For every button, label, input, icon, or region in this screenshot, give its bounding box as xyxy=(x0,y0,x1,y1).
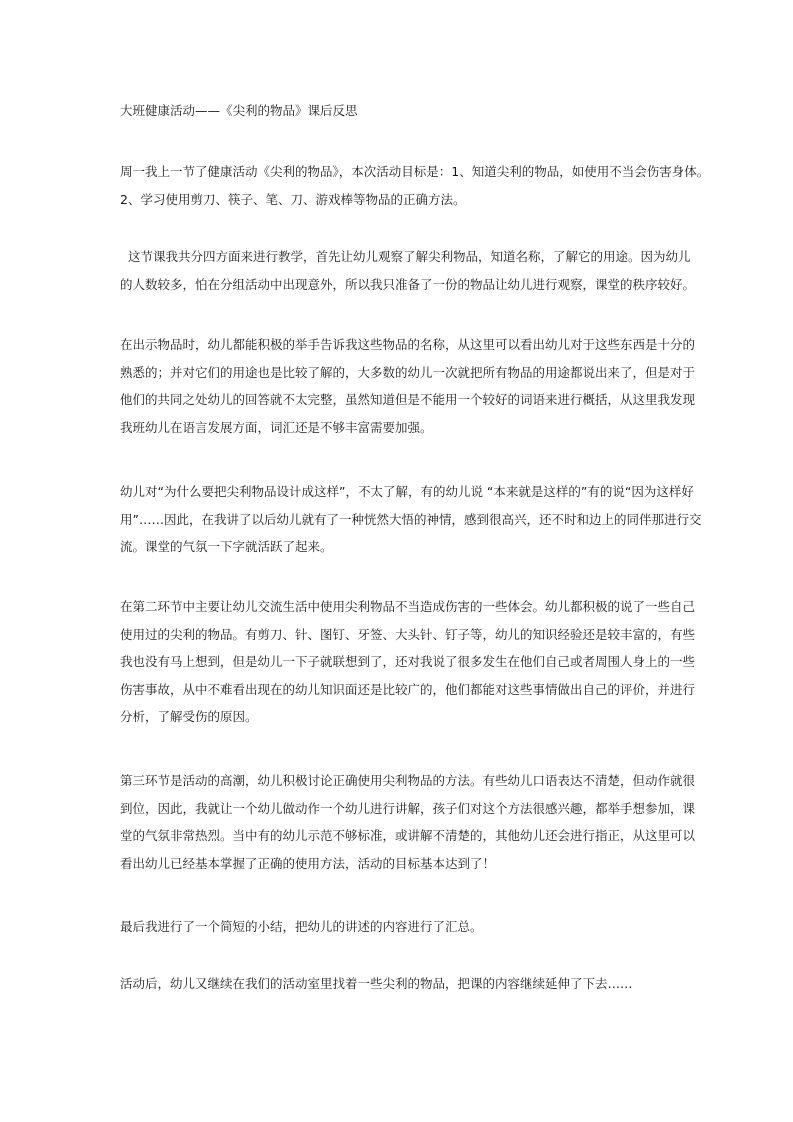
text-line: 他们的共同之处幼儿的回答就不太完整，虽然知道但是不能用一个较好的词语来进行概括，从这里我发现 xyxy=(120,392,696,407)
text-line: 我班幼儿在语言发展方面，词汇还是不够丰富需要加强。 xyxy=(120,419,433,435)
text-line: 堂的气氛非常热烈。当中有的幼儿示范不够标准，或讲解不清楚的，其他幼儿还会进行指正，从这里可以 xyxy=(120,828,696,843)
paragraph-third-section xyxy=(120,767,696,877)
text-line: 分析，了解受伤的原因。 xyxy=(120,709,258,724)
text-line: 2、学习使用剪刀、筷子、笔、刀、游戏棒等物品的正确方法。 xyxy=(120,191,466,207)
paragraph-extension xyxy=(120,970,680,998)
paragraph-summary xyxy=(120,913,680,941)
text-line: 熟悉的；并对它们的用途也是比较了解的，大多数的幼儿一次就把所有物品的用途都说出来了，但是对于 xyxy=(120,364,696,380)
text-line: 到位，因此，我就让一个幼儿做动作一个幼儿进行讲解，孩子们对这个方法很感兴趣，都举手想参加，课 xyxy=(120,800,696,816)
text-line: 的人数较多，怕在分组活动中出现意外，所以我只准备了一份的物品让幼儿进行观察，课堂的秩序较好。 xyxy=(120,276,696,292)
text-line: 最后我进行了一个简短的小结，把幼儿的讲述的内容进行了汇总。 xyxy=(120,919,483,934)
text-line: 伤害事故，从中不难看出现在的幼儿知识面还是比较广的，他们都能对这些事情做出自己的评价，并进行 xyxy=(120,681,696,697)
text-line: 流。课堂的气氛一下字就活跃了起来。 xyxy=(120,539,333,554)
text-line: 第三环节是活动的高潮，幼儿积极讨论正确使用尖利物品的方法。有些幼儿口语表达不清楚，但动作就很 xyxy=(120,773,696,788)
text-line: 在第二环节中主要让幼儿交流生活中使用尖利物品不当造成伤害的一些体会。幼儿都积极的说了一些自己 xyxy=(120,599,696,614)
text-line: 幼儿对“为什么要把尖利物品设计成这样”，不太了解，有的幼儿说 “本来就是这样的”有的说“因为这样好 xyxy=(120,484,694,499)
text-line: 在出示物品时，幼儿都能积极的举手告诉我这些物品的名称，从这里可以看出幼儿对于这些东西是十分的 xyxy=(120,337,696,352)
text-line: 活动后，幼儿又继续在我们的活动室里找着一些尖利的物品，把课的内容继续延伸了下去…… xyxy=(120,976,633,991)
document-title: 大班健康活动——《尖利的物品》课后反思 xyxy=(120,103,358,118)
paragraph-showing-items xyxy=(120,331,696,441)
text-line: 这节课我共分四方面来进行教学，首先让幼儿观察了解尖利物品，知道名称，了解它的用途。因为幼儿 xyxy=(120,249,691,264)
text-line: 我也没有马上想到，但是幼儿一下子就联想到了，还对我说了很多发生在他们自己或者周围人身上的一些 xyxy=(120,654,696,669)
paragraph-goals xyxy=(120,158,710,213)
text-line: 看出幼儿已经基本掌握了正确的使用方法，活动的目标基本达到了！ xyxy=(120,855,496,871)
paragraph-design-reason xyxy=(120,478,702,561)
text-line: 周一我上一节了健康活动《尖利的物品》，本次活动目标是：1、知道尖利的物品，如使用不当会伤害身体。 xyxy=(120,164,710,179)
text-line: 使用过的尖利的物品。有剪刀、针、图钉、牙签、大头针、钉子等，幼儿的知识经验还是较丰富的，有些 xyxy=(120,626,696,642)
paragraph-teaching-overview xyxy=(120,243,696,298)
text-line: 用”……因此，在我讲了以后幼儿就有了一种恍然大悟的神情，感到很高兴，还不时和边上的同伴那进行交 xyxy=(120,511,702,527)
paragraph-second-section xyxy=(120,593,696,731)
